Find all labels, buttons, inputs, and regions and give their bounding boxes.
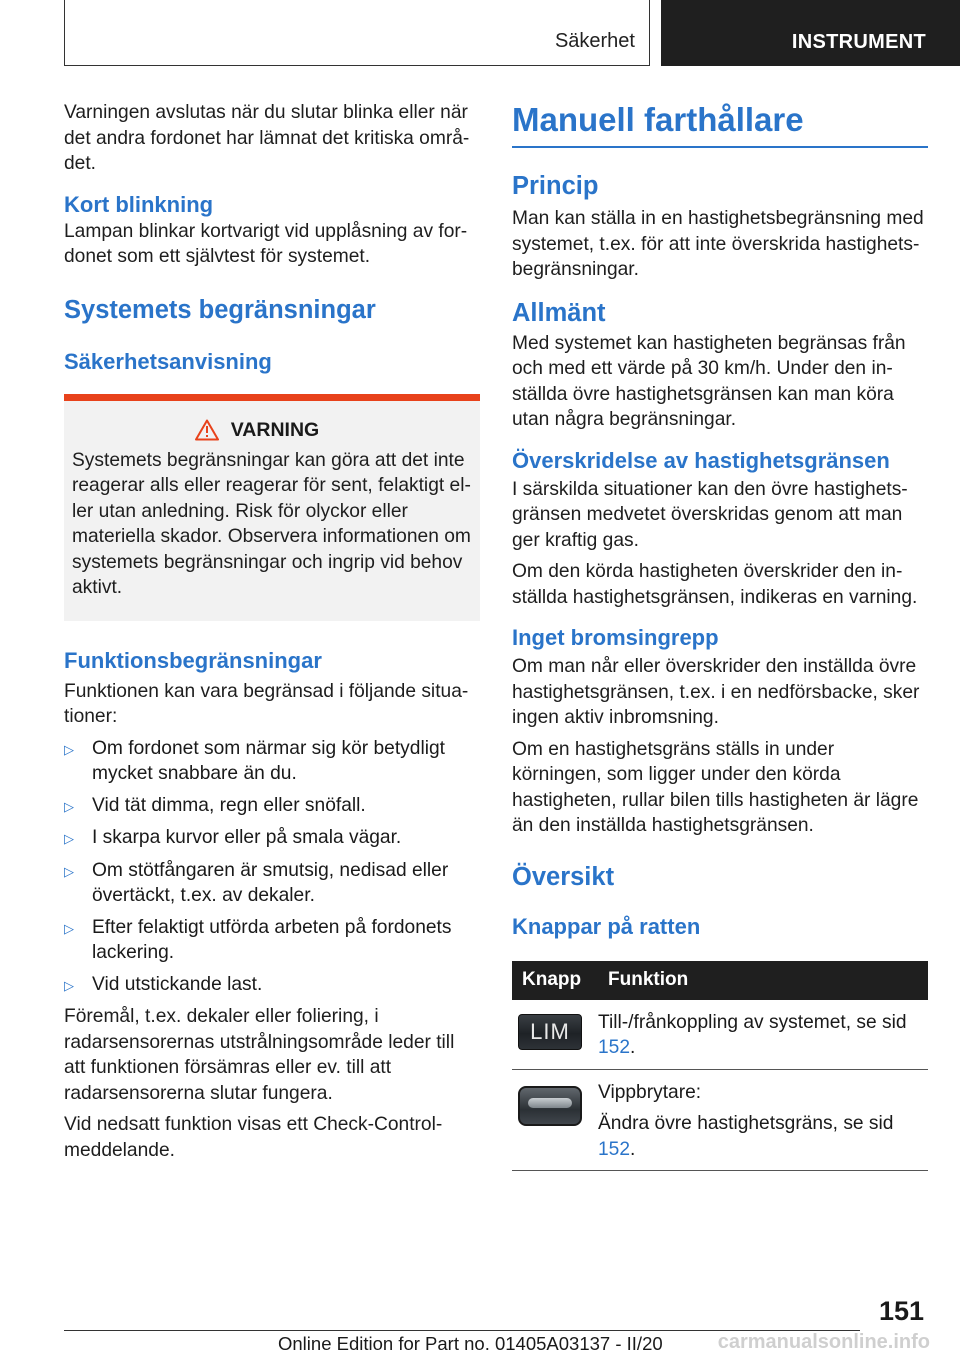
table-header-row	[512, 961, 928, 1000]
triangle-bullet-icon: ▷	[64, 977, 74, 993]
limits-heading: Systemets begränsningar	[64, 295, 376, 324]
page-number: 151	[878, 1296, 924, 1326]
table-row	[512, 1000, 928, 1070]
exceed-text-2: Om den körda hastigheten överskrider den inställda hastighetsgränsen, indikeras en varning.	[512, 561, 918, 608]
list-item: ▷ Vid tät dimma, regn eller snöfall.	[64, 793, 480, 820]
left-column	[64, 100, 480, 1163]
exceed-heading: Överskridelse av hastighetsgränsen	[512, 447, 890, 473]
lim-button-icon: LIM	[518, 1014, 582, 1050]
triangle-bullet-icon: ▷	[64, 920, 74, 936]
list-item: ▷ Vid utstickande last.	[64, 972, 480, 999]
intro-paragraph: Varningen avslutas när du slutar blinka eller när det andra fordonet har lämnat det kritiska området.	[64, 102, 470, 174]
short-blink-heading: Kort blinkning	[64, 191, 214, 217]
list-item: ▷ I skarpa kurvor eller på smala vägar.	[64, 825, 480, 852]
overview-heading: Översikt	[512, 862, 615, 891]
title-rule	[512, 146, 928, 148]
safety-heading: Säkerhetsanvisning	[64, 348, 272, 374]
warning-box	[64, 394, 480, 621]
principle-heading: Princip	[512, 172, 599, 200]
chapter-tab	[661, 0, 960, 66]
page-header	[0, 0, 960, 66]
column-header-key: Knapp	[512, 961, 598, 1000]
sensor-paragraph: Föremål, t.ex. dekaler eller foliering, i radarsensorernas utstrålningsområde leder till att funktionen försämras eller ev. till att radarsensorerna slutar fungera.	[64, 1006, 455, 1104]
table-row	[512, 1069, 928, 1171]
warning-text: Systemets begränsningar kan göra att det inte reagerar alls eller reagerar för sent, felaktigt eller utan anledning. Risk för olyckor eller materiella skador. Observera informationen om systemets begränsningar och ingrip vid behov aktivt.	[72, 449, 471, 598]
warning-triangle-icon	[195, 419, 219, 441]
warning-label: VARNING	[230, 418, 320, 441]
exceed-text-1: I särskilda situationer kan den övre hastighetsgränsen medvetet överskridas genom att man ger kraftig gas.	[512, 478, 908, 551]
nobrake-heading: Inget bromsingrepp	[512, 625, 719, 650]
rocker-switch-icon	[518, 1086, 582, 1126]
principle-text: Man kan ställa in en hastighetsbegränsning med systemet, t.ex. för att inte överskrida hastighetsbegränsningar.	[512, 208, 924, 280]
page-title: Manuell farthållare	[512, 101, 804, 138]
key-cell	[512, 1069, 598, 1171]
edition-text: Online Edition for Part no. 01405A03137 - II/20	[278, 1333, 663, 1354]
limitation-list	[64, 736, 480, 999]
page-link[interactable]: 152	[598, 1138, 631, 1160]
triangle-bullet-icon: ▷	[64, 863, 74, 879]
list-item: ▷ Efter felaktigt utförda arbeten på fordonets lackering.	[64, 915, 480, 966]
right-column	[512, 100, 928, 1171]
general-text: Med systemet kan hastigheten begränsas från och med ett värde på 30 km/h. Under den inställda övre hastighetsgränsen kan man köra utan några begränsningar.	[512, 332, 906, 430]
warning-title	[72, 419, 472, 442]
general-heading: Allmänt	[512, 298, 606, 327]
function-cell: Till-/frånkoppling av systemet, se sid 152.	[598, 1000, 928, 1070]
watermark: carmanualsonline.info	[717, 1331, 930, 1353]
list-item: ▷ Om fordonet som närmar sig kör betydligt mycket snabbare än du.	[64, 736, 480, 787]
buttons-table	[512, 961, 928, 1172]
short-blink-text: Lampan blinkar kortvarigt vid upplåsning av fordonet som ett självtest för systemet.	[64, 220, 468, 267]
func-intro: Funktionen kan vara begränsad i följande situationer:	[64, 680, 469, 727]
nobrake-text-2: Om en hastighetsgräns ställs in under körningen, som ligger under den körda hastigheten, rullar bilen tills hastigheten är lägre än den inställda hastighetsgränsen.	[512, 738, 919, 836]
triangle-bullet-icon: ▷	[64, 798, 74, 814]
section-label: Säkerhet	[554, 30, 635, 52]
page-link[interactable]: 152	[598, 1037, 631, 1058]
check-control-paragraph: Vid nedsatt funktion visas ett Check-Control-meddelande.	[64, 1114, 443, 1161]
list-item: ▷ Om stötfångaren är smutsig, nedisad eller övertäckt, t.ex. av dekaler.	[64, 858, 480, 909]
key-cell	[512, 1000, 598, 1070]
buttons-heading: Knappar på ratten	[512, 913, 701, 939]
func-heading: Funktionsbegränsningar	[64, 647, 322, 673]
function-cell: Vippbrytare: Ändra övre hastighetsgräns, se sid 152.	[598, 1069, 928, 1171]
triangle-bullet-icon: ▷	[64, 831, 74, 846]
section-tab	[64, 0, 650, 66]
column-header-function: Funktion	[598, 961, 928, 1000]
chapter-label: INSTRUMENT	[791, 31, 926, 53]
nobrake-text-1: Om man når eller överskrider den inställda övre hastighetsgränsen, t.ex. i en nedförsbacke, sker ingen aktiv inbromsning.	[512, 656, 920, 728]
triangle-bullet-icon: ▷	[64, 741, 74, 757]
